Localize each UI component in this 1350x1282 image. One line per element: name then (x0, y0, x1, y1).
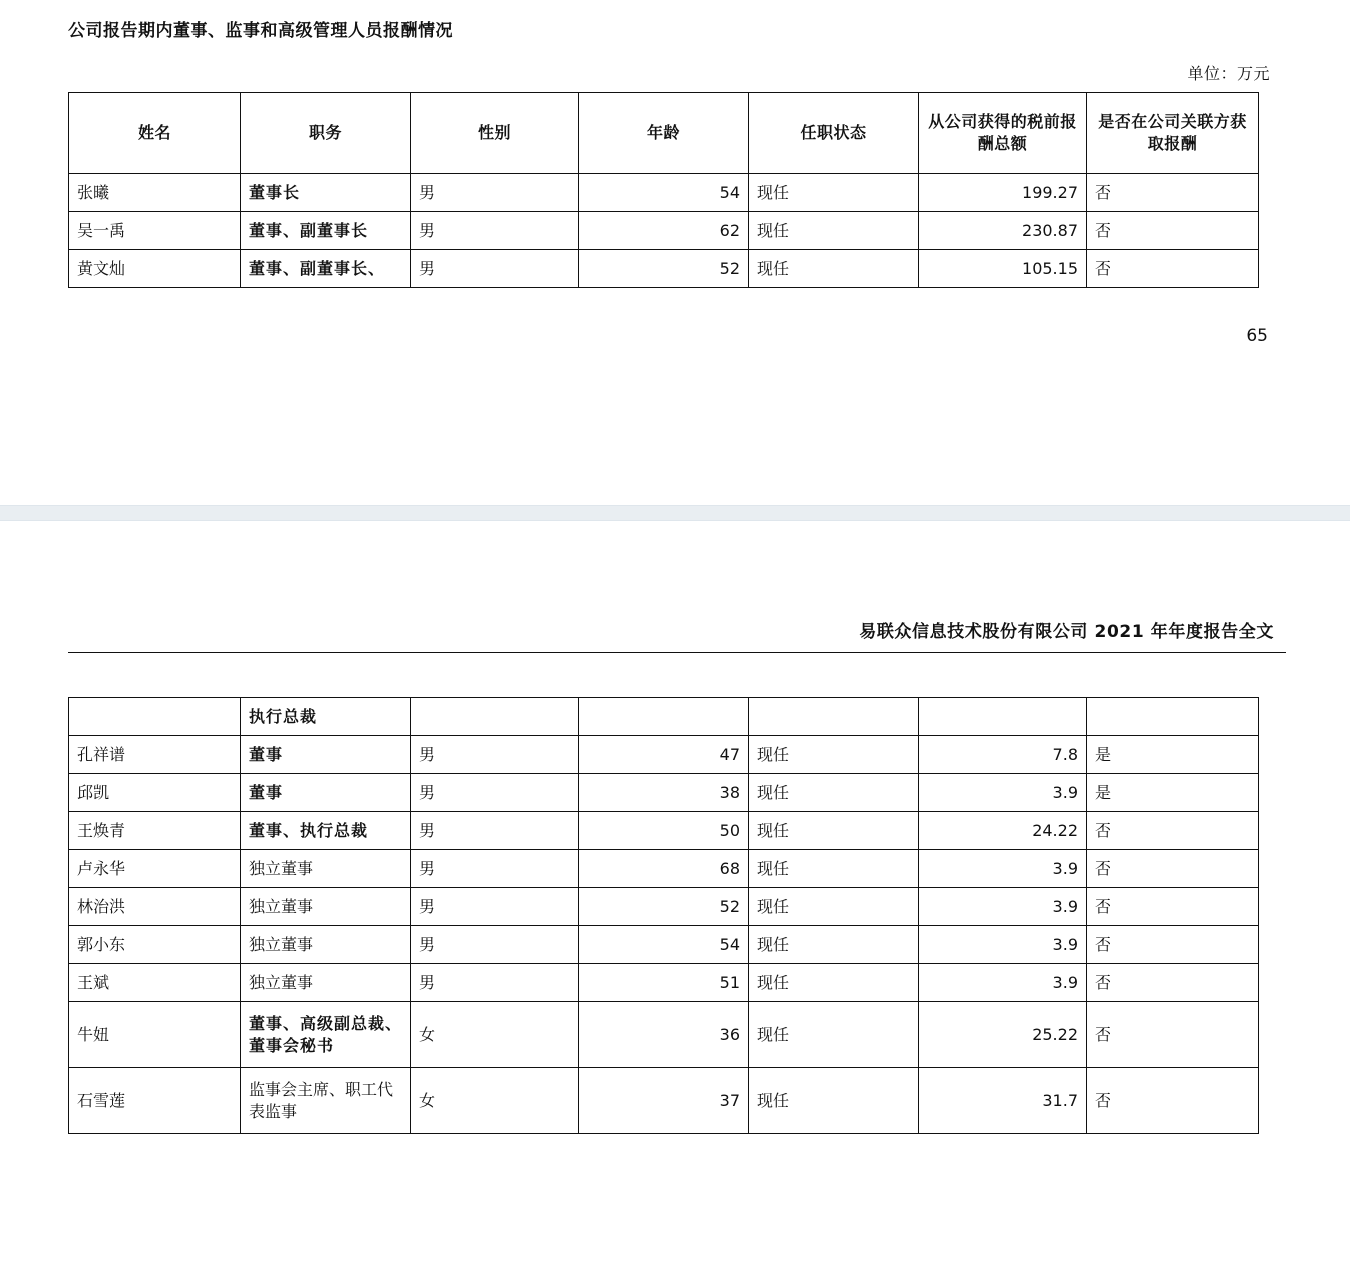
cell-title: 董事长 (241, 174, 411, 212)
cell-title: 独立董事 (241, 964, 411, 1002)
cell-status: 现任 (749, 964, 919, 1002)
page-number: 65 (1246, 326, 1268, 346)
cell-name: 黄文灿 (69, 250, 241, 288)
cell-name: 吴一禹 (69, 212, 241, 250)
cell-title: 独立董事 (241, 850, 411, 888)
cell-title: 独立董事 (241, 926, 411, 964)
cell-gender: 男 (411, 250, 579, 288)
cell-related: 是 (1087, 736, 1259, 774)
cell-gender: 男 (411, 736, 579, 774)
cell-gender: 男 (411, 774, 579, 812)
page-separator (0, 505, 1350, 521)
table-row (69, 174, 1259, 212)
cell-gender: 男 (411, 964, 579, 1002)
table-row (69, 1002, 1259, 1068)
cell-pay: 25.22 (919, 1002, 1087, 1068)
cell-pay: 3.9 (919, 774, 1087, 812)
cell-title: 董事、副董事长、 (241, 250, 411, 288)
column-header-pretax-pay: 从公司获得的税前报酬总额 (919, 93, 1087, 174)
cell-name (69, 698, 241, 736)
cell-related: 否 (1087, 212, 1259, 250)
cell-gender: 男 (411, 212, 579, 250)
table-row (69, 774, 1259, 812)
column-header-title: 职务 (241, 93, 411, 174)
cell-related: 否 (1087, 1002, 1259, 1068)
cell-gender: 女 (411, 1002, 579, 1068)
page-one (0, 0, 1350, 505)
cell-status: 现任 (749, 926, 919, 964)
cell-title: 董事、执行总裁 (241, 812, 411, 850)
cell-title: 监事会主席、职工代表监事 (241, 1068, 411, 1134)
cell-name: 王焕青 (69, 812, 241, 850)
cell-gender: 男 (411, 174, 579, 212)
cell-gender: 男 (411, 888, 579, 926)
table-row (69, 812, 1259, 850)
cell-pay: 3.9 (919, 850, 1087, 888)
cell-age: 52 (579, 250, 749, 288)
cell-name: 牛妞 (69, 1002, 241, 1068)
cell-related: 否 (1087, 250, 1259, 288)
cell-status: 现任 (749, 888, 919, 926)
cell-age: 37 (579, 1068, 749, 1134)
cell-pay: 3.9 (919, 926, 1087, 964)
cell-status: 现任 (749, 1068, 919, 1134)
cell-title: 董事 (241, 736, 411, 774)
section-title: 公司报告期内董事、监事和高级管理人员报酬情况 (68, 21, 453, 41)
cell-status: 现任 (749, 250, 919, 288)
cell-name: 林治洪 (69, 888, 241, 926)
cell-pay: 31.7 (919, 1068, 1087, 1134)
unit-note: 单位：万元 (1187, 64, 1270, 83)
cell-status: 现任 (749, 774, 919, 812)
cell-age: 68 (579, 850, 749, 888)
table-header-row (69, 93, 1259, 174)
cell-gender: 男 (411, 812, 579, 850)
cell-status: 现任 (749, 850, 919, 888)
cell-status: 现任 (749, 812, 919, 850)
table-row (69, 888, 1259, 926)
column-header-gender: 性别 (411, 93, 579, 174)
table-row (69, 964, 1259, 1002)
cell-age: 50 (579, 812, 749, 850)
cell-pay: 7.8 (919, 736, 1087, 774)
cell-gender (411, 698, 579, 736)
cell-title: 独立董事 (241, 888, 411, 926)
cell-related: 否 (1087, 964, 1259, 1002)
header-divider (68, 652, 1286, 653)
page-two (0, 521, 1350, 1134)
cell-pay: 105.15 (919, 250, 1087, 288)
cell-status: 现任 (749, 212, 919, 250)
cell-related: 否 (1087, 812, 1259, 850)
cell-status: 现任 (749, 736, 919, 774)
cell-name: 王斌 (69, 964, 241, 1002)
cell-age: 54 (579, 174, 749, 212)
cell-age (579, 698, 749, 736)
cell-status: 现任 (749, 1002, 919, 1068)
remuneration-table-part1 (68, 92, 1259, 288)
cell-age: 54 (579, 926, 749, 964)
table-row (69, 698, 1259, 736)
column-header-age: 年龄 (579, 93, 749, 174)
cell-gender: 男 (411, 926, 579, 964)
cell-related: 否 (1087, 926, 1259, 964)
cell-name: 邱凯 (69, 774, 241, 812)
cell-related: 否 (1087, 888, 1259, 926)
cell-name: 郭小东 (69, 926, 241, 964)
cell-pay: 3.9 (919, 964, 1087, 1002)
cell-gender: 男 (411, 850, 579, 888)
cell-title: 董事 (241, 774, 411, 812)
cell-age: 51 (579, 964, 749, 1002)
cell-related: 是 (1087, 774, 1259, 812)
cell-title: 董事、副董事长 (241, 212, 411, 250)
cell-related (1087, 698, 1259, 736)
document-header: 易联众信息技术股份有限公司 2021 年年度报告全文 (859, 622, 1274, 642)
table-row (69, 212, 1259, 250)
cell-title: 董事、高级副总裁、董事会秘书 (241, 1002, 411, 1068)
cell-name: 石雪莲 (69, 1068, 241, 1134)
cell-name: 孔祥谱 (69, 736, 241, 774)
table-row (69, 1068, 1259, 1134)
column-header-related-party-pay: 是否在公司关联方获取报酬 (1087, 93, 1259, 174)
cell-status (749, 698, 919, 736)
cell-pay: 3.9 (919, 888, 1087, 926)
table-row (69, 850, 1259, 888)
table-row (69, 926, 1259, 964)
cell-age: 47 (579, 736, 749, 774)
cell-pay (919, 698, 1087, 736)
remuneration-table-part2 (68, 697, 1259, 1134)
cell-age: 36 (579, 1002, 749, 1068)
cell-related: 否 (1087, 1068, 1259, 1134)
table-row (69, 250, 1259, 288)
cell-gender: 女 (411, 1068, 579, 1134)
cell-age: 38 (579, 774, 749, 812)
cell-pay: 199.27 (919, 174, 1087, 212)
table-row (69, 736, 1259, 774)
cell-age: 52 (579, 888, 749, 926)
cell-age: 62 (579, 212, 749, 250)
cell-related: 否 (1087, 174, 1259, 212)
column-header-status: 任职状态 (749, 93, 919, 174)
column-header-name: 姓名 (69, 93, 241, 174)
cell-name: 卢永华 (69, 850, 241, 888)
cell-name: 张曦 (69, 174, 241, 212)
cell-pay: 230.87 (919, 212, 1087, 250)
cell-pay: 24.22 (919, 812, 1087, 850)
cell-related: 否 (1087, 850, 1259, 888)
cell-status: 现任 (749, 174, 919, 212)
cell-title: 执行总裁 (241, 698, 411, 736)
